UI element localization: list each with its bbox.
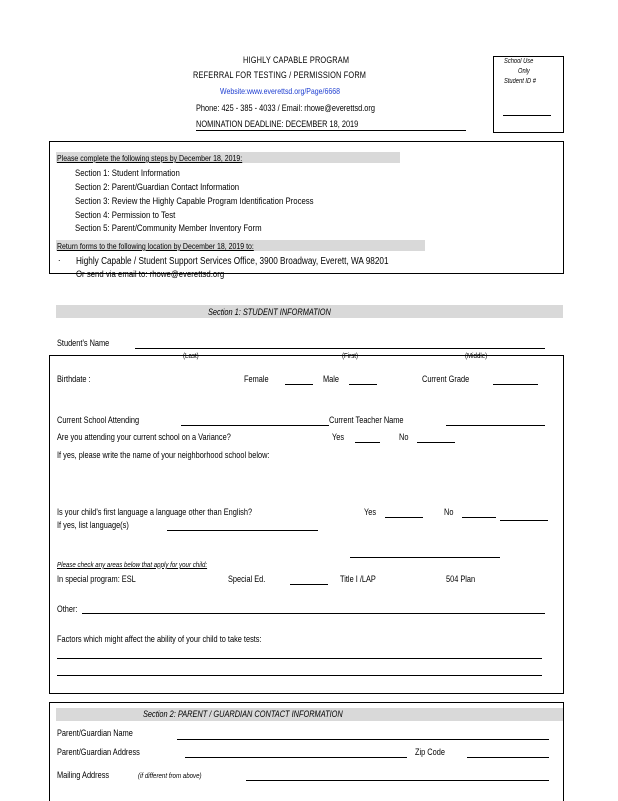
grade-field[interactable] bbox=[493, 384, 538, 385]
current-school-field[interactable] bbox=[181, 425, 329, 426]
current-teacher-label: Current Teacher Name bbox=[329, 415, 404, 425]
nomination-deadline: NOMINATION DEADLINE: DECEMBER 18, 2019 bbox=[196, 119, 359, 129]
zip-code-label: Zip Code bbox=[415, 747, 445, 757]
website-link[interactable]: Website:www.everettsd.org/Page/6668 bbox=[220, 86, 340, 96]
bullet-1: . bbox=[58, 253, 61, 263]
variance-yes-field[interactable] bbox=[355, 442, 380, 443]
language-no-field[interactable] bbox=[462, 517, 496, 518]
school-use-label: School Use bbox=[504, 58, 534, 65]
section1-title: Section 1: STUDENT INFORMATION bbox=[208, 307, 331, 317]
student-name-label: Student's Name bbox=[57, 338, 110, 348]
list-languages-label: If yes, list language(s) bbox=[57, 520, 129, 530]
return-heading: Return forms to the following location by December 18, 2019 to: bbox=[57, 241, 254, 251]
plan-504-label: 504 Plan bbox=[446, 574, 476, 584]
contact-info: Phone: 425 - 385 - 4033 / Email: rhowe@everettsd.org bbox=[196, 103, 375, 113]
variance-question: Are you attending your current school on a Variance? bbox=[57, 432, 231, 442]
factors-line-2[interactable] bbox=[57, 675, 542, 676]
student-id-label: Student ID # bbox=[504, 78, 536, 85]
other-label: Other: bbox=[57, 604, 78, 614]
first-language-question: Is your child's first language a language other than English? bbox=[57, 507, 253, 517]
first-name-caption: (First) bbox=[342, 351, 359, 360]
last-name-caption: (Last) bbox=[183, 351, 199, 360]
other-field[interactable] bbox=[82, 613, 545, 614]
special-program-label: In special program: ESL bbox=[57, 574, 136, 584]
section-step-5: Section 5: Parent/Community Member Inventory Form bbox=[75, 223, 262, 234]
instructions-heading: Please complete the following steps by December 18, 2019: bbox=[57, 153, 243, 163]
guardian-address-label: Parent/Guardian Address bbox=[57, 747, 140, 757]
mailing-address-note: (if different from above) bbox=[138, 771, 202, 780]
section-step-3: Section 3: Review the Highly Capable Program Identification Process bbox=[75, 196, 314, 207]
special-ed-label: Special Ed. bbox=[228, 574, 266, 584]
grade-label: Current Grade bbox=[422, 374, 470, 384]
student-id-field[interactable] bbox=[503, 115, 551, 116]
guardian-address-field[interactable] bbox=[185, 757, 407, 758]
female-label: Female bbox=[244, 374, 269, 384]
factors-line-1[interactable] bbox=[57, 658, 542, 659]
variance-no-field[interactable] bbox=[417, 442, 455, 443]
mailing-address-label: Mailing Address bbox=[57, 770, 110, 780]
check-areas-label: Please check any areas below that apply for your child: bbox=[57, 560, 208, 569]
bullet-2: . bbox=[58, 266, 61, 276]
unlabeled-line[interactable] bbox=[350, 557, 500, 558]
deadline-underline bbox=[196, 130, 466, 131]
birthdate-label: Birthdate : bbox=[57, 374, 91, 384]
title1-lap-label: Title I /LAP bbox=[340, 574, 376, 584]
language-no-label: No bbox=[444, 507, 454, 517]
middle-name-caption: (Middle) bbox=[465, 351, 488, 360]
male-label: Male bbox=[323, 374, 340, 384]
language-yes-label: Yes bbox=[364, 507, 377, 517]
current-teacher-field[interactable] bbox=[446, 425, 545, 426]
form-title-line2: REFERRAL FOR TESTING / PERMISSION FORM bbox=[193, 70, 367, 80]
form-title-line1: HIGHLY CAPABLE PROGRAM bbox=[243, 55, 350, 65]
student-name-field[interactable] bbox=[135, 348, 545, 349]
female-field[interactable] bbox=[285, 384, 313, 385]
school-use-only: Only bbox=[518, 68, 530, 75]
list-languages-field[interactable] bbox=[167, 530, 318, 531]
language-extra-line bbox=[500, 520, 548, 521]
zip-code-field[interactable] bbox=[467, 757, 549, 758]
current-school-label: Current School Attending bbox=[57, 415, 140, 425]
section-step-4: Section 4: Permission to Test bbox=[75, 210, 176, 221]
section2-title: Section 2: PARENT / GUARDIAN CONTACT INFORMATION bbox=[143, 709, 343, 719]
neighborhood-school-label: If yes, please write the name of your neighborhood school below: bbox=[57, 450, 270, 460]
male-field[interactable] bbox=[349, 384, 377, 385]
special-ed-field[interactable] bbox=[290, 584, 328, 585]
language-yes-field[interactable] bbox=[385, 517, 423, 518]
school-use-box bbox=[493, 56, 564, 133]
guardian-name-label: Parent/Guardian Name bbox=[57, 728, 133, 738]
guardian-name-field[interactable] bbox=[177, 739, 549, 740]
section-step-1: Section 1: Student Information bbox=[75, 168, 180, 179]
variance-yes-label: Yes bbox=[332, 432, 345, 442]
return-address: Highly Capable / Student Support Services Office, 3900 Broadway, Everett, WA 98201 bbox=[76, 256, 389, 267]
factors-label: Factors which might affect the ability of your child to take tests: bbox=[57, 634, 262, 644]
return-email: Or send via email to: rhowe@everettsd.org bbox=[76, 269, 225, 280]
variance-no-label: No bbox=[399, 432, 409, 442]
section-step-2: Section 2: Parent/Guardian Contact Information bbox=[75, 182, 240, 193]
mailing-address-field[interactable] bbox=[246, 780, 549, 781]
